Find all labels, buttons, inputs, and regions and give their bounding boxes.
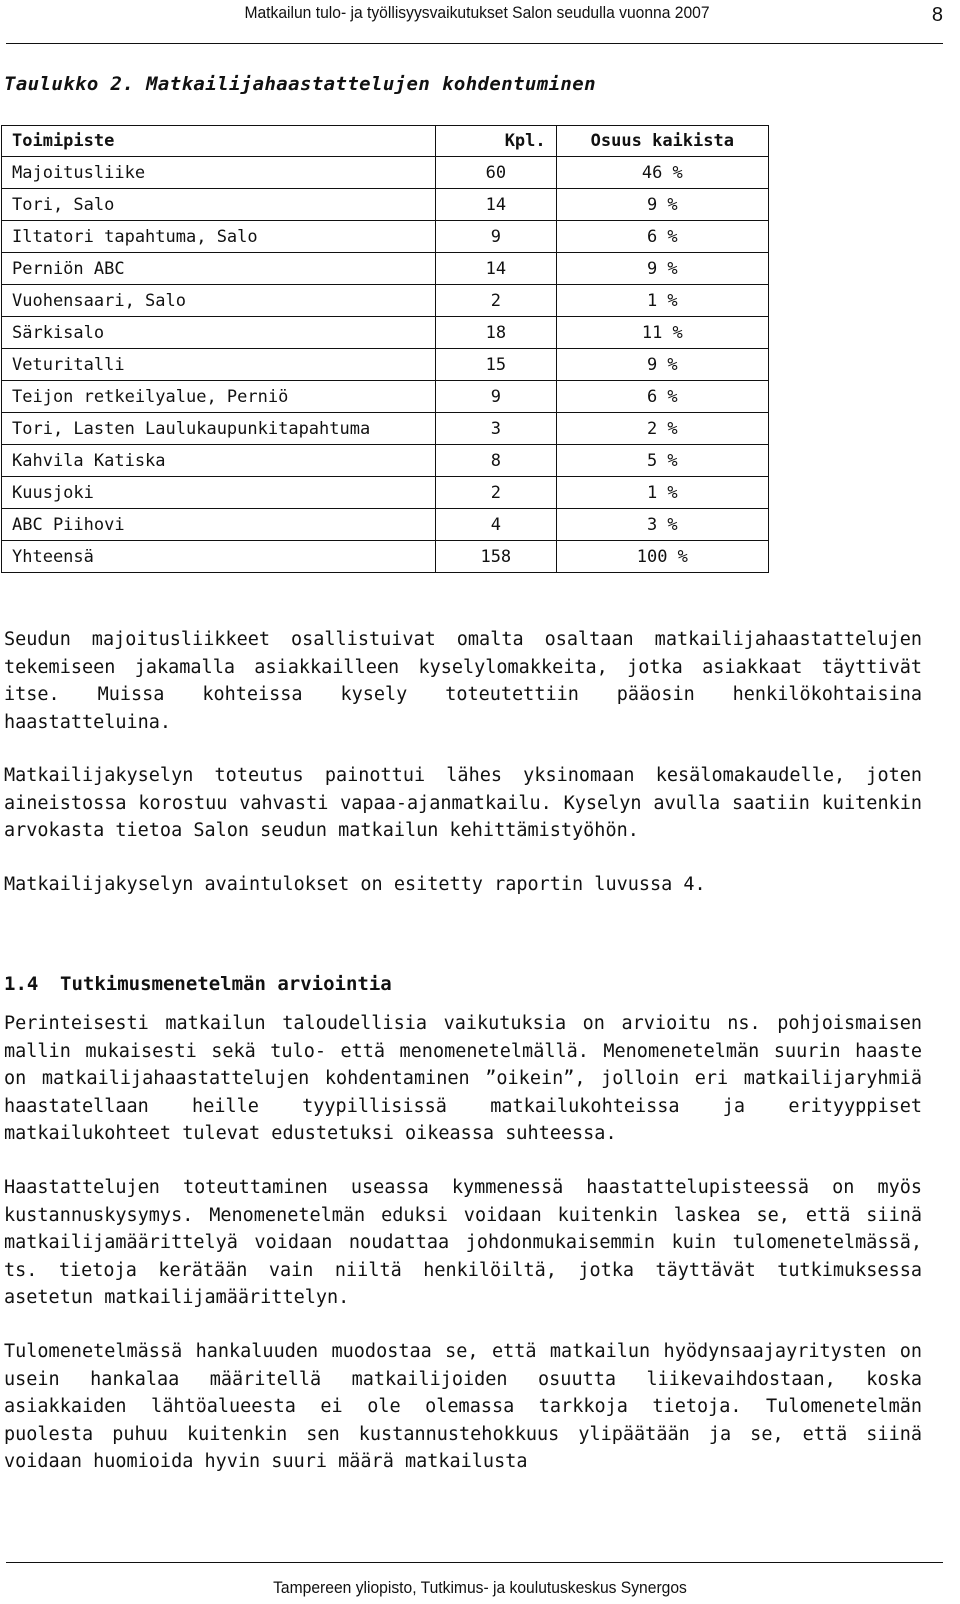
share-cell: 11 %	[556, 317, 768, 349]
table-row	[2, 157, 769, 189]
table-row	[2, 349, 769, 381]
share-cell: 3 %	[556, 509, 768, 541]
location-cell: Tori, Salo	[2, 189, 436, 221]
table-row	[2, 253, 769, 285]
paragraph-survey-timing: Matkailijakyselyn toteutus painottui lähes yksinomaan kesälomakaudelle, joten aineistossa korostuu vahvasti vapaa-ajanmatkailu. Kyselyn avulla saatiin kuitenkin arvokasta tietoa Salon seudun matkailun kehittämistyöhön.	[4, 765, 922, 841]
count-cell: 8	[436, 445, 557, 477]
page-number: 8	[931, 4, 943, 26]
location-cell: Yhteensä	[2, 541, 436, 573]
share-cell: 6 %	[556, 221, 768, 253]
table-row	[2, 413, 769, 445]
location-cell: Vuohensaari, Salo	[2, 285, 436, 317]
table-header-row	[2, 126, 769, 157]
table-row	[2, 317, 769, 349]
interview-distribution-table	[1, 125, 769, 573]
location-cell: Iltatori tapahtuma, Salo	[2, 221, 436, 253]
count-cell: 9	[436, 381, 557, 413]
share-cell: 9 %	[556, 189, 768, 221]
table-row	[2, 445, 769, 477]
count-cell: 14	[436, 189, 557, 221]
footer-divider	[6, 1562, 943, 1563]
location-cell: Perniön ABC	[2, 253, 436, 285]
column-header-location: Toimipiste	[2, 126, 436, 157]
table-row	[2, 189, 769, 221]
share-cell: 1 %	[556, 285, 768, 317]
location-cell: Kuusjoki	[2, 477, 436, 509]
table-row	[2, 285, 769, 317]
footer-text: Tampereen yliopisto, Tutkimus- ja koulutuskeskus Synergos	[273, 1578, 687, 1597]
location-cell: Veturitalli	[2, 349, 436, 381]
table-row	[2, 477, 769, 509]
count-cell: 3	[436, 413, 557, 445]
location-cell: Särkisalo	[2, 317, 436, 349]
share-cell: 46 %	[556, 157, 768, 189]
paragraph-survey-method: Seudun majoitusliikkeet osallistuivat omalta osaltaan matkailijahaastattelujen tekemiseen jakamalla asiakkailleen kyselylomakkeita, jotka asiakkaat täyttivät itse. Muissa kohteissa kysely toteutettiin pääosin henkilökohtaisina haastatteluina.	[4, 629, 922, 733]
paragraph-method-cost: Haastattelujen toteuttaminen useassa kymmenessä haastattelupisteessä on myös kustannuskysymys. Menomenetelmän eduksi voidaan kuitenkin laskea se, että siinä matkailijamäärittelyä voidaan noudattaa johdonmukaisemmin kuin tulomenetelmässä, ts. tietoja kerätään vain niiltä henkilöiltä, jotka täyttävät tutkimuksessa asetetun matkailijamäärittelyn.	[4, 1177, 922, 1308]
table-caption: Taulukko 2. Matkailijahaastattelujen kohdentuminen	[4, 73, 596, 95]
share-cell: 6 %	[556, 381, 768, 413]
table-row	[2, 509, 769, 541]
table-row	[2, 381, 769, 413]
paragraph-method-traditional: Perinteisesti matkailun taloudellisia vaikutuksia on arvioitu ns. pohjoismaisen mallin mukaisesti sekä tulo- että menomenetelmällä. Menomenetelmän suurin haaste on matkailijahaastattelujen kohdentaminen ”oikein”, jolloin eri matkailijaryhmiä haastatellaan heille tyypillisissä matkailukohteissa ja erityyppiset matkailukohteet tulevat edustetuksi oikeassa suhteessa.	[4, 1013, 922, 1144]
share-cell: 5 %	[556, 445, 768, 477]
section-title: Tutkimusmenetelmän arviointia	[60, 973, 392, 995]
table-body	[2, 157, 769, 573]
share-cell: 2 %	[556, 413, 768, 445]
column-header-share: Osuus kaikista	[556, 126, 768, 157]
count-cell: 158	[436, 541, 557, 573]
count-cell: 9	[436, 221, 557, 253]
location-cell: Kahvila Katiska	[2, 445, 436, 477]
location-cell: Tori, Lasten Laulukaupunkitapahtuma	[2, 413, 436, 445]
location-cell: ABC Piihovi	[2, 509, 436, 541]
share-cell: 9 %	[556, 349, 768, 381]
share-cell: 9 %	[556, 253, 768, 285]
column-header-count: Kpl.	[436, 126, 557, 157]
location-cell: Majoitusliike	[2, 157, 436, 189]
count-cell: 15	[436, 349, 557, 381]
header-title: Matkailun tulo- ja työllisyysvaikutukset Salon seudulla vuonna 2007	[244, 3, 710, 22]
page-header	[0, 0, 960, 44]
count-cell: 2	[436, 285, 557, 317]
count-cell: 14	[436, 253, 557, 285]
section-heading	[4, 973, 392, 995]
count-cell: 60	[436, 157, 557, 189]
table-row	[2, 541, 769, 573]
section-number: 1.4	[4, 973, 39, 995]
header-divider	[6, 43, 943, 44]
count-cell: 2	[436, 477, 557, 509]
share-cell: 1 %	[556, 477, 768, 509]
count-cell: 4	[436, 509, 557, 541]
table-row	[2, 221, 769, 253]
share-cell: 100 %	[556, 541, 768, 573]
count-cell: 18	[436, 317, 557, 349]
location-cell: Teijon retkeilyalue, Perniö	[2, 381, 436, 413]
paragraph-survey-results: Matkailijakyselyn avaintulokset on esitetty raportin luvussa 4.	[4, 874, 706, 895]
paragraph-method-income: Tulomenetelmässä hankaluuden muodostaa se, että matkailun hyödynsaajayritysten on usein hankalaa määritellä matkailijoiden osuutta liikevaihdostaan, koska asiakkaiden lähtöalueesta ei ole olemassa tarkkoja tietoja. Tulomenetelmän puolesta puhuu kuitenkin sen kustannustehokkuus ylipäätään ja se, että siinä voidaan huomioida hyvin suuri määrä matkailusta	[4, 1341, 922, 1472]
